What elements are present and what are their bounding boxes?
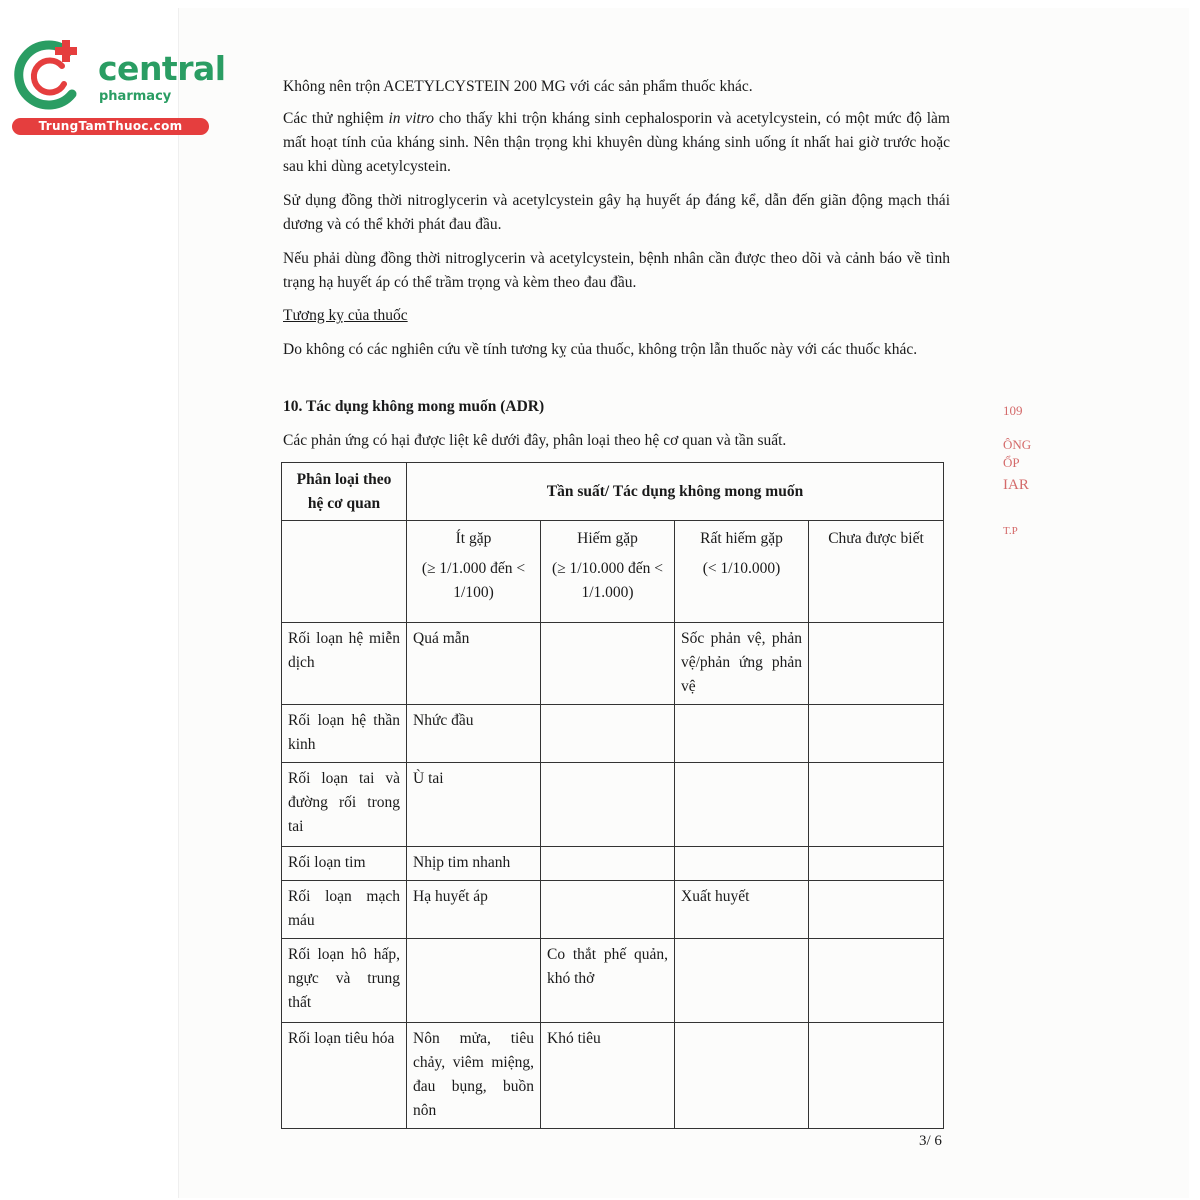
p2-text-after: cho thấy khi trộn kháng sinh cephalosporin và acetylcystein, có một mức độ làm mất hoạt tính của kháng sinh. Nên thận trọng khi khuyên dùng kháng sinh uống ít nhất hai giờ trước hoặc sau khi dùng acetylcystein. <box>283 110 950 175</box>
column-name: Rất hiếm gặp <box>700 530 783 547</box>
table-cell: Nhịp tim nhanh <box>407 847 541 881</box>
table-cell <box>675 939 809 1023</box>
organ-cell: Rối loạn tiêu hóa <box>282 1023 407 1129</box>
table-cell <box>541 763 675 847</box>
organ-cell: Rối loạn tai và đường rối trong tai <box>282 763 407 847</box>
table-cell: Xuất huyết <box>675 881 809 939</box>
header-empty-cell <box>282 521 407 623</box>
table-cell <box>675 705 809 763</box>
paragraph-no-mixing: Không nên trộn ACETYLCYSTEIN 200 MG với các sản phẩm thuốc khác. <box>283 78 753 95</box>
table-cell: Co thắt phế quản, khó thở <box>541 939 675 1023</box>
header-frequency: Tần suất/ Tác dụng không mong muốn <box>407 463 944 521</box>
header-organ-class: Phân loại theo hệ cơ quan <box>282 463 407 521</box>
organ-cell: Rối loạn hệ thần kinh <box>282 705 407 763</box>
paragraph-adr-intro: Các phản ứng có hại được liệt kê dưới đây, phân loại theo hệ cơ quan và tần suất. <box>283 432 787 449</box>
table-cell <box>541 881 675 939</box>
table-cell <box>675 1023 809 1129</box>
table-cell: Quá mẫn <box>407 623 541 705</box>
table-cell: Nhức đầu <box>407 705 541 763</box>
column-header-very-rare <box>675 521 809 623</box>
organ-cell: Rối loạn tim <box>282 847 407 881</box>
paragraph-incompatibility: Do không có các nghiên cứu về tính tương kỵ của thuốc, không trộn lẫn thuốc này với các thuốc khác. <box>283 341 918 358</box>
stamp-text: ỔP <box>1003 455 1020 470</box>
stamp-text: T.P <box>1003 525 1018 537</box>
table-cell <box>809 847 944 881</box>
table-cell <box>809 763 944 847</box>
column-header-unknown <box>809 521 944 623</box>
column-header-rare <box>541 521 675 623</box>
table-cell: Khó tiêu <box>541 1023 675 1129</box>
central-pharmacy-logo[interactable] <box>10 36 226 136</box>
table-cell <box>809 705 944 763</box>
section-heading-adr: 10. Tác dụng không mong muốn (ADR) <box>283 398 545 415</box>
table-cell <box>809 881 944 939</box>
stamp-text: IAR <box>1003 477 1029 493</box>
column-range: (≥ 1/1.000 đến < 1/100) <box>421 560 526 601</box>
table-cell: Ù tai <box>407 763 541 847</box>
table-cell <box>809 623 944 705</box>
table-cell: Sốc phản vệ, phản vệ/phản ứng phản vệ <box>675 623 809 705</box>
table-row <box>282 763 944 847</box>
table-cell <box>809 1023 944 1129</box>
table-cell <box>675 763 809 847</box>
table-cell <box>675 847 809 881</box>
logo-c-cross-icon <box>10 36 90 116</box>
table-row <box>282 705 944 763</box>
p2-text-before: Các thử nghiệm <box>283 110 389 127</box>
page-number: 3/ 6 <box>919 1133 942 1149</box>
table-cell <box>541 847 675 881</box>
table-row <box>282 1023 944 1129</box>
paragraph-nitroglycerin: Sử dụng đồng thời nitroglycerin và acetylcystein gây hạ huyết áp đáng kể, dẫn đến giãn động mạch thái dương và có thể khởi phát đau đầu. <box>283 192 950 233</box>
table-row <box>282 881 944 939</box>
paragraph-nitroglycerin-monitor: Nếu phải dùng đồng thời nitroglycerin và acetylcystein, bệnh nhân cần được theo dõi và cảnh báo về tình trạng hạ huyết áp có thể trầm trọng và kèm theo đau đầu. <box>283 250 950 291</box>
table-cell <box>407 939 541 1023</box>
logo-brand-text: central <box>98 49 226 88</box>
table-cell: Nôn mửa, tiêu chảy, viêm miệng, đau bụng, buồn nôn <box>407 1023 541 1129</box>
organ-cell: Rối loạn hệ miễn dịch <box>282 623 407 705</box>
adr-table <box>281 462 944 1129</box>
table-cell <box>809 939 944 1023</box>
column-range: (≥ 1/10.000 đến < 1/1.000) <box>551 560 664 601</box>
stamp-text: 109 <box>1003 403 1023 418</box>
organ-cell: Rối loạn mạch máu <box>282 881 407 939</box>
stamp-text: ÔNG <box>1003 437 1032 452</box>
table-row <box>282 847 944 881</box>
column-name: Chưa được biết <box>828 530 924 547</box>
column-name: Ít gặp <box>455 530 492 547</box>
table-row <box>282 623 944 705</box>
p2-italic-term: in vitro <box>388 110 435 127</box>
table-row <box>282 939 944 1023</box>
column-header-uncommon <box>407 521 541 623</box>
table-cell <box>541 623 675 705</box>
table-cell <box>541 705 675 763</box>
logo-sub-text: pharmacy <box>99 89 172 104</box>
organ-cell: Rối loạn hô hấp, ngực và trung thất <box>282 939 407 1023</box>
column-range: (< 1/10.000) <box>702 560 781 577</box>
subheading-incompatibility: Tương kỵ của thuốc <box>283 307 408 324</box>
logo-site-banner[interactable]: TrungTamThuoc.com <box>12 118 209 135</box>
table-cell: Hạ huyết áp <box>407 881 541 939</box>
column-name: Hiếm gặp <box>577 530 638 547</box>
paragraph-in-vitro <box>283 107 950 179</box>
